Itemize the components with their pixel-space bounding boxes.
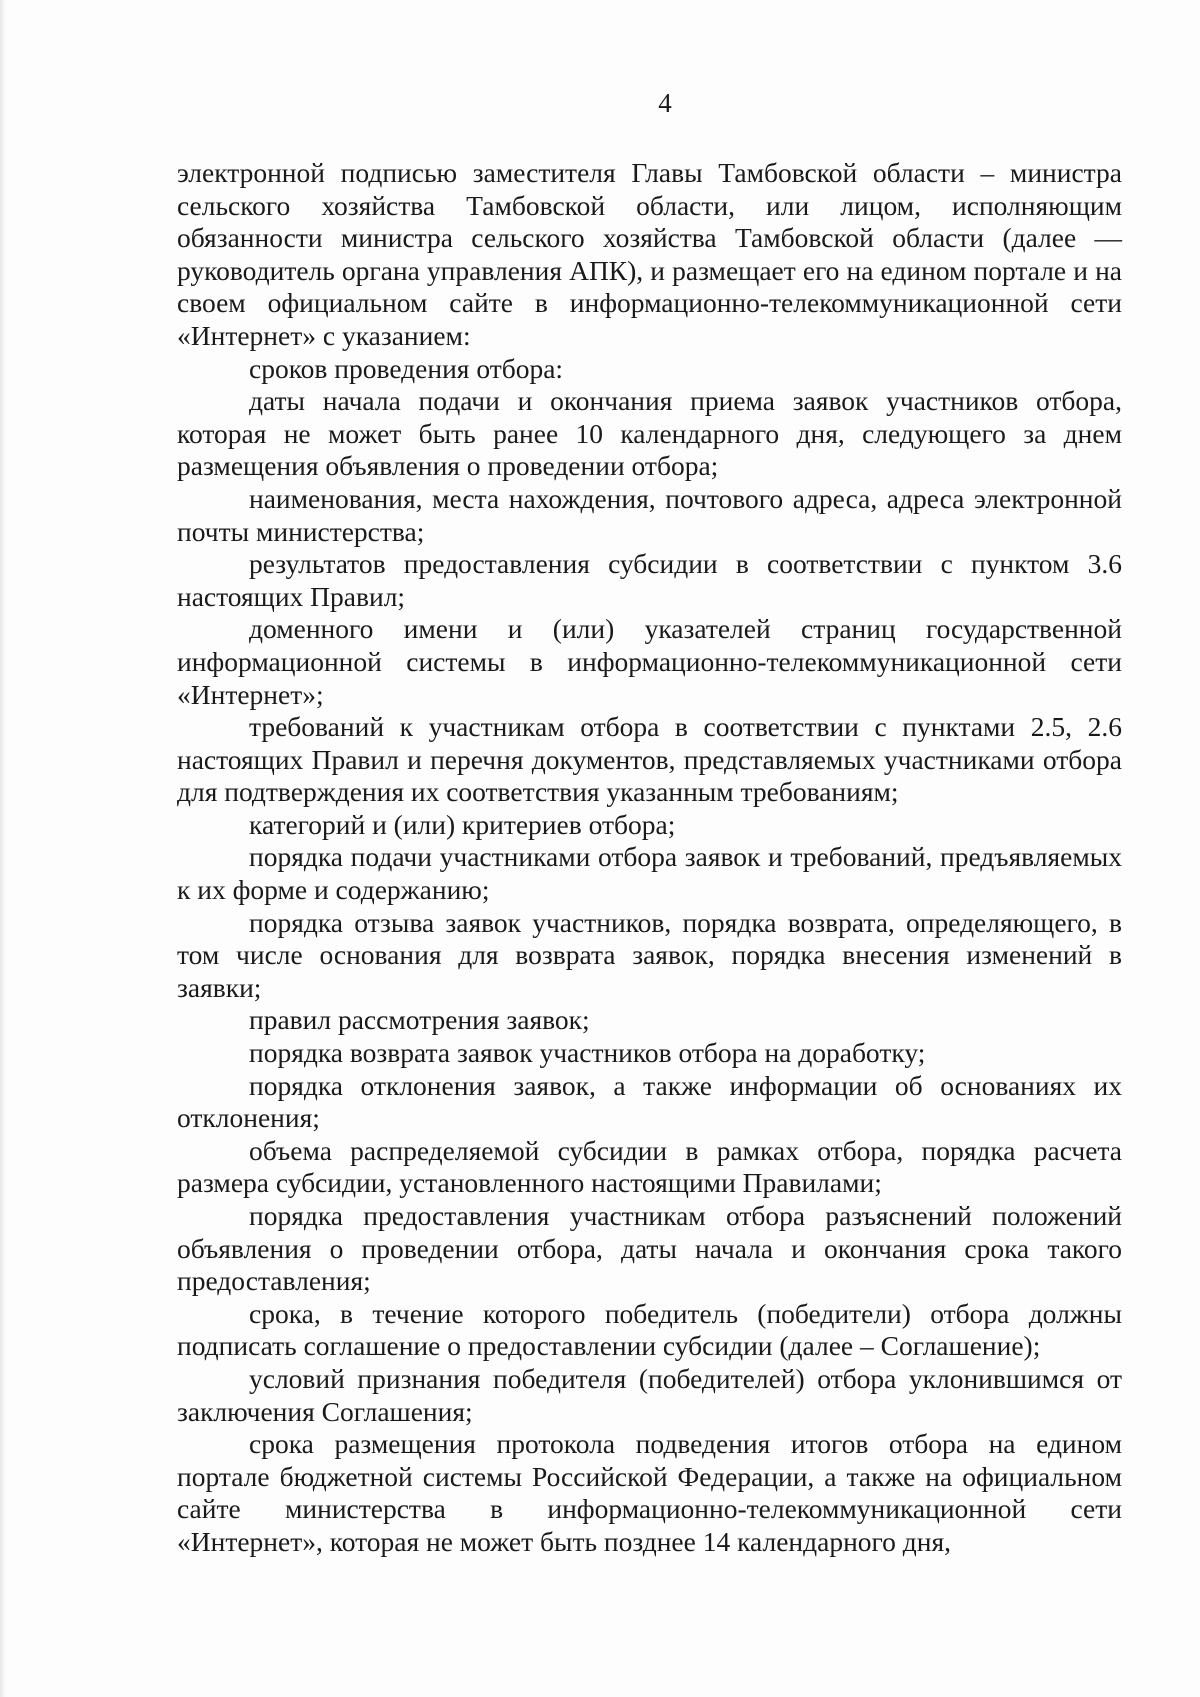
page-number: 4 (658, 88, 672, 118)
paragraph-5: результатов предоставления субсидии в соответствии с пунктом 3.6 настоящих Правил; (177, 548, 1122, 612)
scan-edge-shadow (0, 0, 6, 1697)
paragraph-3: даты начала подачи и окончания приема заявок участников отбора, которая не может быть ранее 10 календарного дня, следующего за днем размещения объявления о проведении отбора; (177, 385, 1122, 482)
paragraph-16: срока, в течение которого победитель (победители) отбора должны подписать соглашение о предоставлении субсидии (далее – Соглашение); (177, 1297, 1122, 1362)
paragraph-15: порядка предоставления участникам отбора разъяснений положений объявления о проведении отбора, даты начала и окончания срока такого предоставления; (177, 1200, 1122, 1297)
paragraph-4: наименования, места нахождения, почтового адреса, адреса электронной почты министерства; (177, 482, 1122, 547)
paragraph-13: порядка отклонения заявок, а также информации об основаниях их отклонения; (177, 1069, 1122, 1134)
paragraph-1: электронной подписью заместителя Главы Тамбовской области – министра сельского хозяйства Тамбовской области, или лицом, исполняющим обязанности министра сельского хозяйства Тамбовской области (далее — руководитель органа управления АПК), и размещает его на едином портале и на своем официальном сайте в информационно-телекоммуникационной сети «Интернет» с указанием: (177, 157, 1122, 351)
paragraph-8: категорий и (или) критериев отбора; (249, 808, 676, 840)
paragraph-7: требований к участникам отбора в соответствии с пунктами 2.5, 2.6 настоящих Правил и перечня документов, представляемых участниками отбора для подтверждения их соответствия указанным требованиям; (177, 711, 1122, 808)
paragraph-12: порядка возврата заявок участников отбора на доработку; (249, 1037, 926, 1069)
paragraph-17: условий признания победителя (победителей) отбора уклонившимся от заключения Соглашения; (177, 1362, 1122, 1427)
paragraph-2: сроков проведения отбора: (249, 352, 564, 384)
paragraph-9: порядка подачи участниками отбора заявок и требований, предъявляемых к их форме и содержанию; (177, 841, 1122, 906)
paragraph-10: порядка отзыва заявок участников, порядка возврата, определяющего, в том числе основания для возврата заявок, порядка внесения изменений в заявки; (177, 906, 1122, 1003)
paragraph-18: срока размещения протокола подведения итогов отбора на едином портале бюджетной системы Российской Федерации, а также на официальном сайте министерства в информационно-телекоммуникационной сети «Интернет», которая не может быть позднее 14 календарного дня, (177, 1428, 1122, 1557)
paragraph-14: объема распределяемой субсидии в рамках отбора, порядка расчета размера субсидии, установленного настоящими Правилами; (177, 1134, 1122, 1199)
document-body (177, 157, 1122, 1559)
paragraph-11: правил рассмотрения заявок; (249, 1004, 590, 1036)
paragraph-6: доменного имени и (или) указателей страниц государственной информационной системы в информационно-телекоммуникационной сети «Интернет»; (177, 613, 1122, 710)
